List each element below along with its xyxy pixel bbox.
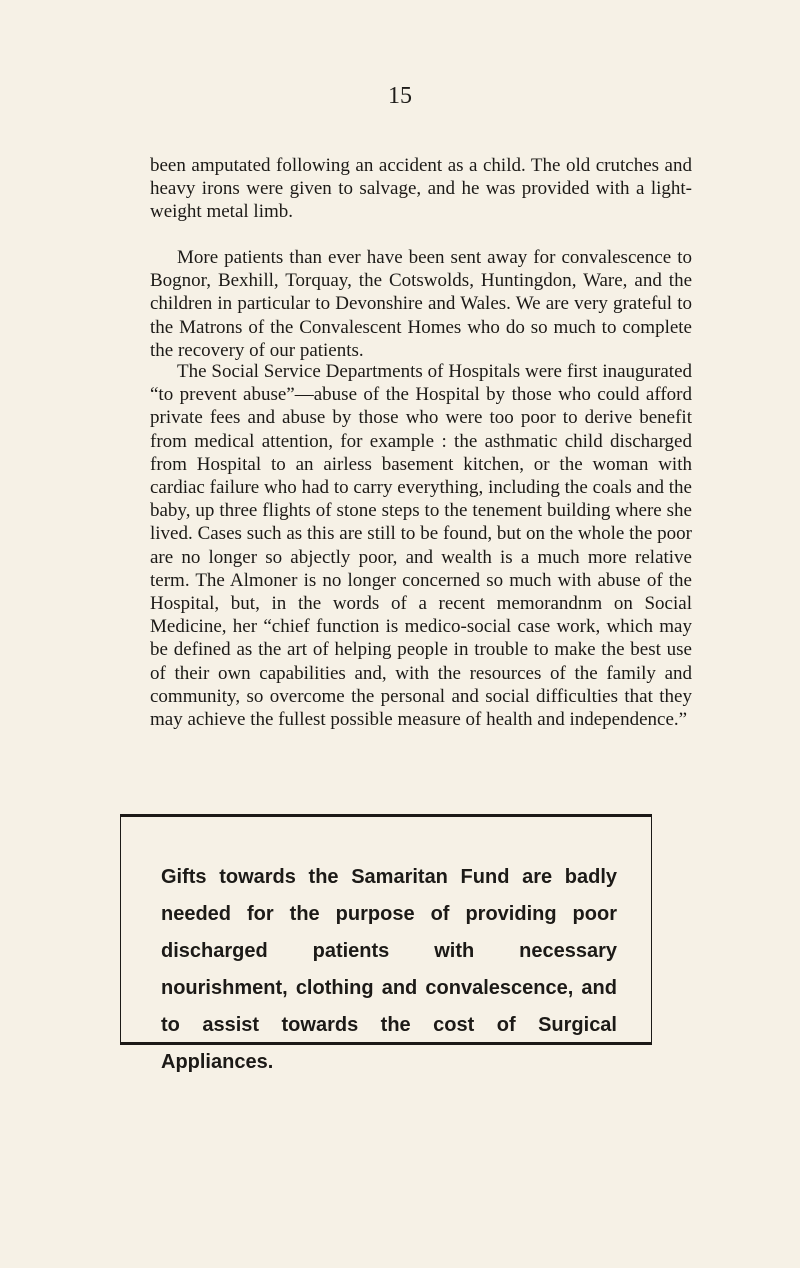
- paragraph-social-service: [150, 360, 692, 731]
- paragraph-amputation: [150, 154, 692, 224]
- paragraph-convalescence: [150, 246, 692, 362]
- notice-text: Gifts towards the Samaritan Fund are badly needed for the purpose of providing poor discharged patients with necessary nourishment, clothing and convalescence, and to assist towards the cost of Surgical Appliances.: [161, 866, 617, 1073]
- page-number: 15: [388, 83, 412, 109]
- paragraph-text: More patients than ever have been sent away for convalescence to Bognor, Bexhill, Torquay, the Cotswolds, Huntingdon, Ware, and the children in particular to Devonshire and Wales. We are very grateful to the Matrons of the Convalescent Homes who do so much to complete the recovery of our patients.: [150, 247, 692, 361]
- paragraph-text: been amputated following an accident as a child. The old crutches and heavy irons were given to salvage, and he was provided with a light-weight metal limb.: [150, 155, 692, 223]
- samaritan-fund-notice: [120, 814, 652, 1073]
- paragraph-text: The Social Service Departments of Hospitals were first inaugurated “to prevent abuse”—abuse of the Hospital by those who could afford private fees and abuse by those who were too poor to derive benefit from medical attention, for example : the asthmatic child discharged from Hospital to an airless basement kitchen, or the woman with cardiac failure who had to carry everything, including the coals and the baby, up three flights of stone steps to the tenement building where she lived. Cases such as this are still to be found, but on the whole the poor are no longer so abjectly poor, and wealth is a much more relative term. The Almoner is no longer concerned so much with abuse of the Hospital, but, in the words of a recent memorandnm on Social Medicine, her “chief function is medico-social case work, which may be defined as the art of helping people in trouble to make the best use of their own capabilities and, with the resources of the family and community, so overcome the personal and social difficulties that they may achieve the fullest possible measure of health and independence.”: [150, 361, 692, 731]
